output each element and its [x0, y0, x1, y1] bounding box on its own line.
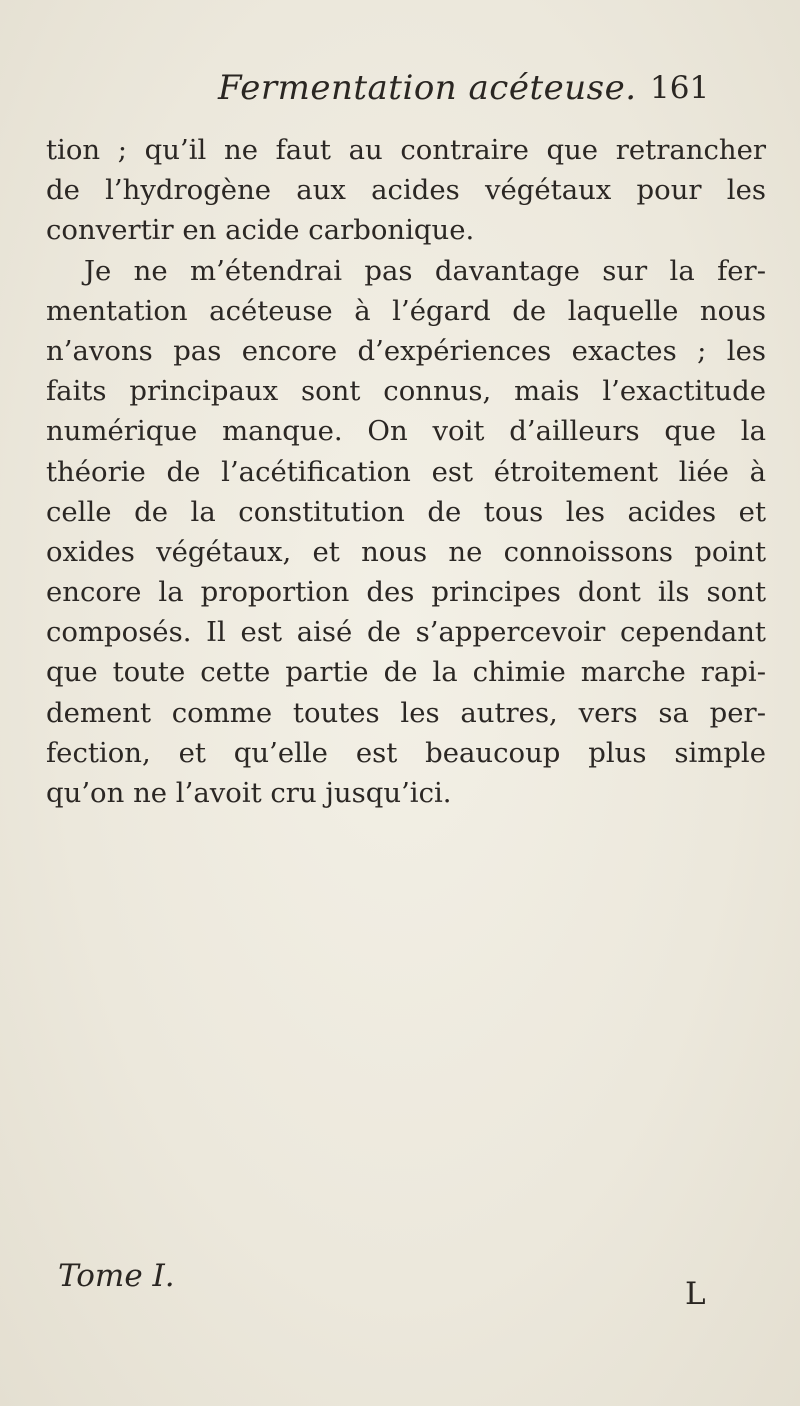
- text-line: théorie de l’acétification est étroitement liée à: [46, 455, 766, 488]
- text-line: faits principaux sont connus, mais l’exactitude: [46, 375, 766, 408]
- text-line: fection, et qu’elle est beaucoup plus simple: [46, 736, 766, 769]
- text-line: Je ne m’étendrai pas davantage sur la fer-: [84, 254, 766, 287]
- body-text: [46, 130, 766, 813]
- text-line: oxides végétaux, et nous ne connoissons point: [46, 535, 766, 568]
- text-line: encore la proportion des principes dont ils sont: [46, 576, 766, 609]
- text-line: mentation acéteuse à l’égard de laquelle nous: [46, 294, 766, 327]
- page-number: 161: [650, 70, 710, 106]
- text-line: que toute cette partie de la chimie marche rapi-: [46, 656, 766, 689]
- text-line: qu’on ne l’avoit cru jusqu’ici.: [46, 777, 452, 809]
- text-line: celle de la constitution de tous les acides et: [46, 495, 766, 528]
- text-line: dement comme toutes les autres, vers sa per-: [46, 696, 766, 729]
- page-footer: [0, 1258, 800, 1318]
- text-line: composés. Il est aisé de s’appercevoir cependant: [46, 616, 766, 649]
- signature-mark: L: [685, 1276, 706, 1312]
- page-header: [0, 68, 800, 118]
- text-line: convertir en acide carbonique.: [46, 214, 475, 247]
- text-line: numérique manque. On voit d’ailleurs que la: [46, 415, 766, 448]
- text-line: tion ; qu’il ne faut au contraire que retrancher: [46, 134, 766, 166]
- text-line: de l’hydrogène aux acides végétaux pour les: [46, 174, 766, 207]
- tome-label: Tome I.: [58, 1258, 175, 1294]
- text-line: n’avons pas encore d’expériences exactes ; les: [46, 334, 766, 367]
- running-title: Fermentation acéteuse.: [218, 68, 637, 108]
